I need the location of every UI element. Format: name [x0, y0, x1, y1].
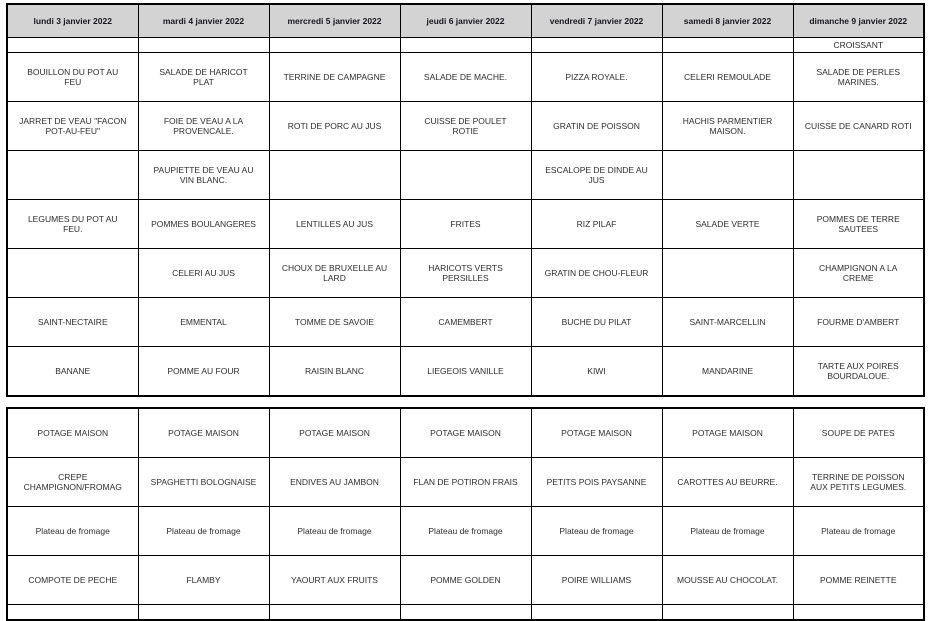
dinner-empty-row [7, 605, 924, 621]
menu-cell: LEGUMES DU POT AU FEU. [7, 200, 138, 249]
menu-cell: KIWI [531, 347, 662, 397]
second-main-row [7, 151, 924, 200]
menu-cell: POTAGE MAISON [662, 408, 793, 458]
menu-cell: CUISSE DE CANARD ROTI [793, 102, 924, 151]
dinner-main-row [7, 458, 924, 507]
lunch-menu-table [6, 3, 925, 397]
dinner-soup-row [7, 408, 924, 458]
menu-cell [269, 38, 400, 53]
menu-cell: SALADE DE MACHE. [400, 53, 531, 102]
menu-cell [662, 249, 793, 298]
dinner-dessert-row [7, 556, 924, 605]
menu-cell: SALADE VERTE [662, 200, 793, 249]
menu-cell [400, 151, 531, 200]
menu-cell: RAISIN BLANC [269, 347, 400, 397]
menu-cell: FRITES [400, 200, 531, 249]
menu-cell: HACHIS PARMENTIER MAISON. [662, 102, 793, 151]
menu-cell [662, 38, 793, 53]
menu-cell: BOUILLON DU POT AU FEU [7, 53, 138, 102]
menu-cell [400, 605, 531, 621]
menu-cell: CAMEMBERT [400, 298, 531, 347]
cheese-row [7, 298, 924, 347]
menu-cell: Plateau de fromage [531, 507, 662, 556]
menu-cell: HARICOTS VERTS PERSILLES [400, 249, 531, 298]
menu-cell: ENDIVES AU JAMBON [269, 458, 400, 507]
day-header-cell: mardi 4 janvier 2022 [138, 4, 269, 38]
menu-cell: CELERI AU JUS [138, 249, 269, 298]
menu-cell: POIRE WILLIAMS [531, 556, 662, 605]
menu-cell [7, 151, 138, 200]
menu-cell: GRATIN DE POISSON [531, 102, 662, 151]
menu-cell: ESCALOPE DE DINDE AU JUS [531, 151, 662, 200]
menu-cell: POMME GOLDEN [400, 556, 531, 605]
menu-cell [269, 151, 400, 200]
dinner-cheese-row [7, 507, 924, 556]
menu-cell: TARTE AUX POIRES BOURDALOUE. [793, 347, 924, 397]
menu-cell: FOIE DE VEAU A LA PROVENCALE. [138, 102, 269, 151]
second-side-row [7, 249, 924, 298]
starter-row [7, 53, 924, 102]
menu-cell [7, 605, 138, 621]
menu-cell: PIZZA ROYALE. [531, 53, 662, 102]
menu-cell: COMPOTE DE PECHE [7, 556, 138, 605]
menu-cell: POTAGE MAISON [531, 408, 662, 458]
weekly-menu-document [0, 3, 930, 593]
menu-cell: POTAGE MAISON [138, 408, 269, 458]
menu-cell: SPAGHETTI BOLOGNAISE [138, 458, 269, 507]
day-header-cell: samedi 8 janvier 2022 [662, 4, 793, 38]
day-header-cell: lundi 3 janvier 2022 [7, 4, 138, 38]
menu-cell [793, 151, 924, 200]
menu-cell [400, 38, 531, 53]
menu-cell [7, 249, 138, 298]
menu-cell: LENTILLES AU JUS [269, 200, 400, 249]
menu-cell: SALADE DE HARICOT PLAT [138, 53, 269, 102]
menu-cell [531, 38, 662, 53]
menu-cell: POMMES DE TERRE SAUTEES [793, 200, 924, 249]
menu-cell: FOURME D'AMBERT [793, 298, 924, 347]
menu-cell: CELERI REMOULADE [662, 53, 793, 102]
menu-cell [793, 605, 924, 621]
menu-cell: EMMENTAL [138, 298, 269, 347]
dinner-menu-table [6, 407, 925, 621]
menu-cell: FLAMBY [138, 556, 269, 605]
menu-cell: POMME AU FOUR [138, 347, 269, 397]
menu-cell: MANDARINE [662, 347, 793, 397]
menu-cell: CHAMPIGNON A LA CREME [793, 249, 924, 298]
menu-cell: Plateau de fromage [400, 507, 531, 556]
menu-cell: POTAGE MAISON [7, 408, 138, 458]
day-header-cell: vendredi 7 janvier 2022 [531, 4, 662, 38]
day-header-cell: jeudi 6 janvier 2022 [400, 4, 531, 38]
menu-cell: YAOURT AUX FRUITS [269, 556, 400, 605]
menu-cell: POTAGE MAISON [269, 408, 400, 458]
menu-cell: POMMES BOULANGERES [138, 200, 269, 249]
menu-cell: Plateau de fromage [793, 507, 924, 556]
menu-cell: JARRET DE VEAU "FACON POT-AU-FEU" [7, 102, 138, 151]
menu-cell: LIEGEOIS VANILLE [400, 347, 531, 397]
menu-cell [662, 605, 793, 621]
day-header-cell: dimanche 9 janvier 2022 [793, 4, 924, 38]
breakfast-row [7, 38, 924, 53]
menu-cell: PAUPIETTE DE VEAU AU VIN BLANC. [138, 151, 269, 200]
menu-cell: RIZ PILAF [531, 200, 662, 249]
menu-cell: SOUPE DE PATES [793, 408, 924, 458]
menu-cell [7, 38, 138, 53]
menu-cell [138, 38, 269, 53]
menu-cell: FLAN DE POTIRON FRAIS [400, 458, 531, 507]
menu-cell [531, 605, 662, 621]
menu-cell: BUCHE DU PILAT [531, 298, 662, 347]
menu-cell: CHOUX DE BRUXELLE AU LARD [269, 249, 400, 298]
menu-cell: Plateau de fromage [7, 507, 138, 556]
main-course-row [7, 102, 924, 151]
menu-cell: ROTI DE PORC AU JUS [269, 102, 400, 151]
menu-cell: Plateau de fromage [662, 507, 793, 556]
menu-cell: CROISSANT [793, 38, 924, 53]
menu-cell: MOUSSE AU CHOCOLAT. [662, 556, 793, 605]
side-dish-row [7, 200, 924, 249]
menu-cell: TERRINE DE POISSON AUX PETITS LEGUMES. [793, 458, 924, 507]
menu-cell [662, 151, 793, 200]
menu-cell: SAINT-MARCELLIN [662, 298, 793, 347]
menu-cell: POMME REINETTE [793, 556, 924, 605]
menu-cell: GRATIN DE CHOU-FLEUR [531, 249, 662, 298]
menu-cell: BANANE [7, 347, 138, 397]
menu-cell: TERRINE DE CAMPAGNE [269, 53, 400, 102]
menu-cell: POTAGE MAISON [400, 408, 531, 458]
menu-cell: TOMME DE SAVOIE [269, 298, 400, 347]
dessert-row [7, 347, 924, 397]
menu-cell: SAINT-NECTAIRE [7, 298, 138, 347]
menu-cell: SALADE DE PERLES MARINES. [793, 53, 924, 102]
day-header-cell: mercredi 5 janvier 2022 [269, 4, 400, 38]
menu-cell: CAROTTES AU BEURRE. [662, 458, 793, 507]
menu-cell: PETITS POIS PAYSANNE [531, 458, 662, 507]
menu-cell: Plateau de fromage [269, 507, 400, 556]
menu-cell [138, 605, 269, 621]
menu-cell: CREPE CHAMPIGNON/FROMAG [7, 458, 138, 507]
menu-cell: Plateau de fromage [138, 507, 269, 556]
menu-cell: CUISSE DE POULET ROTIE [400, 102, 531, 151]
menu-cell [269, 605, 400, 621]
day-header-row [7, 4, 924, 38]
